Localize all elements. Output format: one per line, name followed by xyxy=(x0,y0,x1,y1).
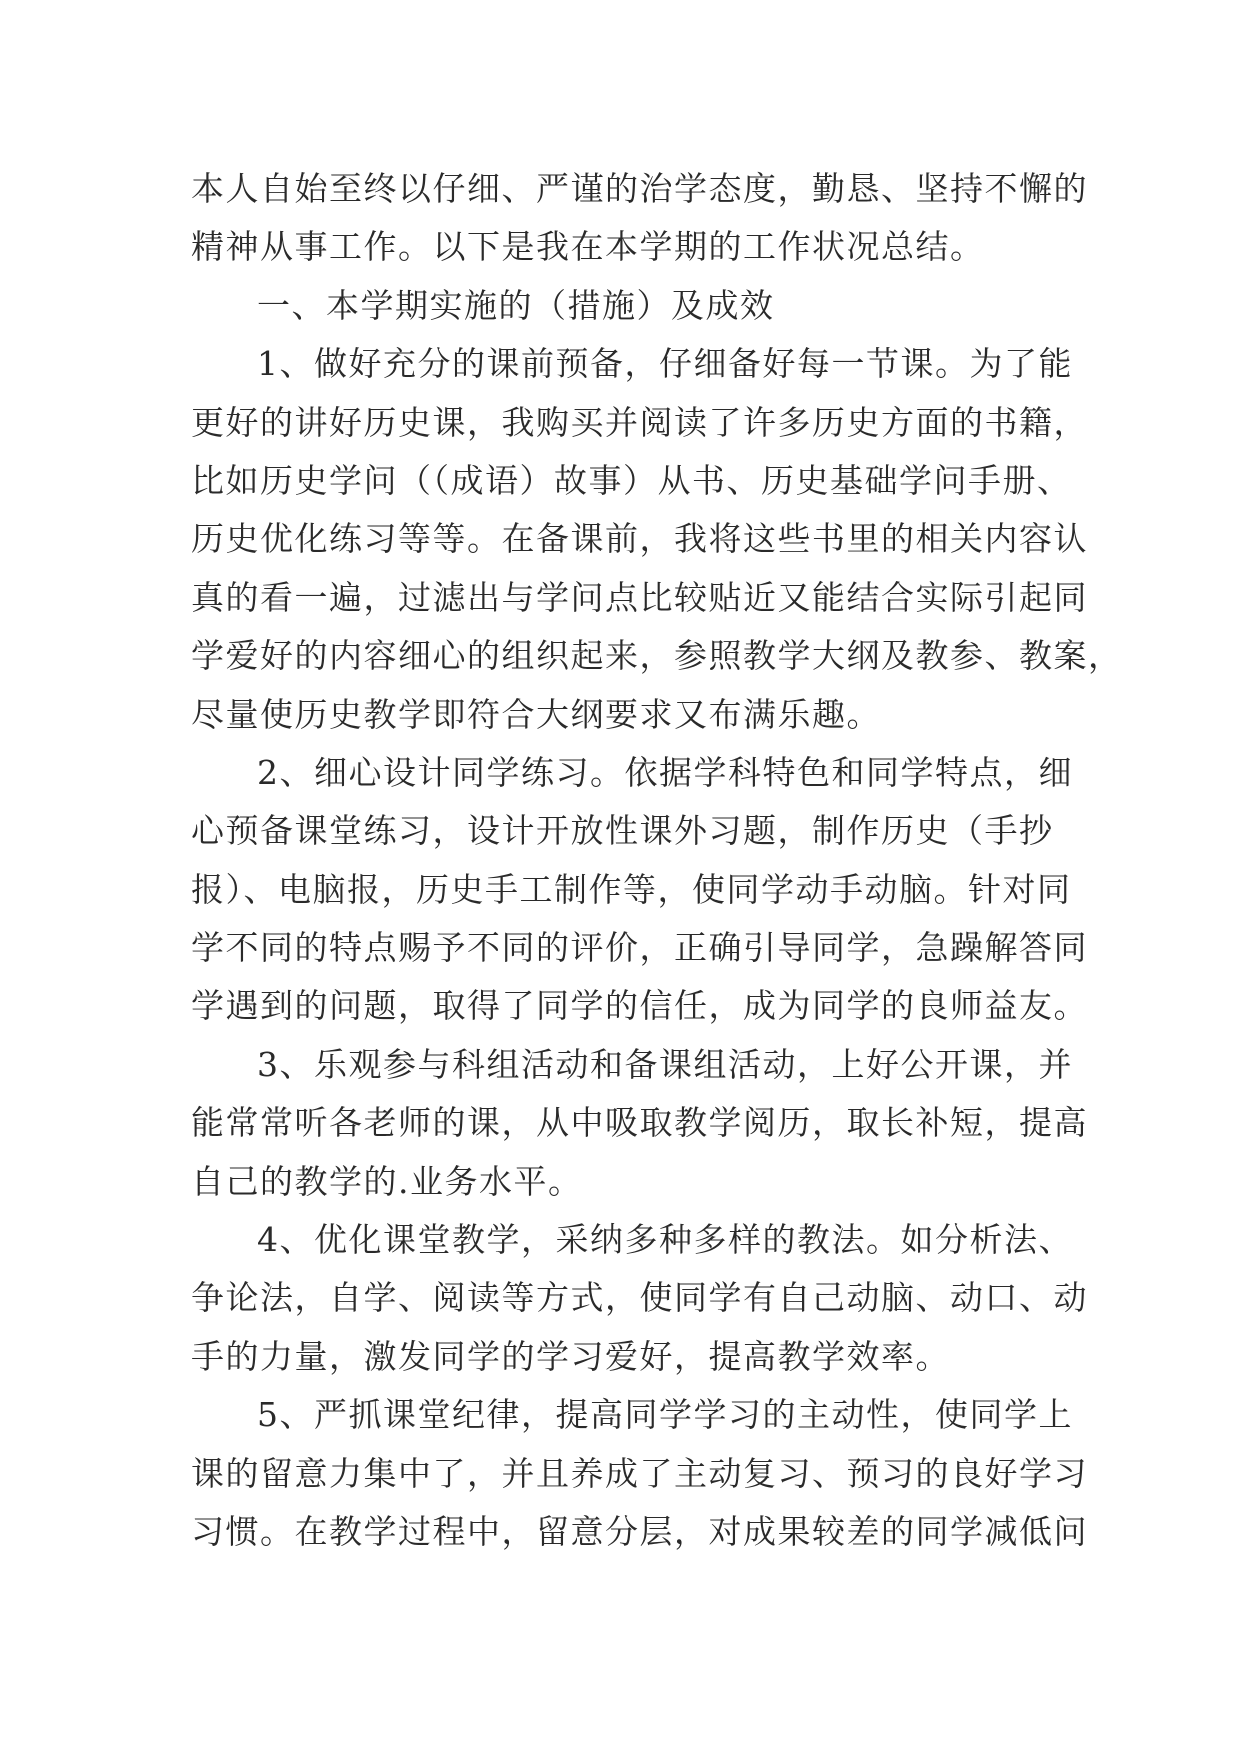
text-line: 真的看一遍，过滤出与学问点比较贴近又能结合实际引起同 xyxy=(191,577,1088,617)
text-line: 尽量使历史教学即符合大纲要求又布满乐趣。 xyxy=(191,694,881,734)
text-line: 本人自始至终以仔细、严谨的治学态度，勤恳、坚持不懈的 xyxy=(191,169,1088,208)
text-line: 心预备课堂练习，设计开放性课外习题，制作历史（手抄 xyxy=(191,811,1054,851)
text-line: 报）、电脑报，历史手工制作等，使同学动手动脑。针对同 xyxy=(191,869,1072,909)
paragraph-start: 4、优化课堂教学，采纳多种多样的教法。如分析法、 xyxy=(257,1220,1073,1260)
paragraph-start: 5、严抓课堂纪律，提高同学学习的主动性，使同学上 xyxy=(257,1395,1073,1435)
text-line: 争论法，自学、阅读等方式，使同学有自己动脑、动口、动 xyxy=(191,1278,1088,1318)
text-line: 课的留意力集中了，并且养成了主动复习、预习的良好学习 xyxy=(191,1453,1088,1493)
text-line: 学爱好的内容细心的组织起来，参照教学大纲及教参、教案， xyxy=(191,636,1123,676)
text-line: 习惯。在教学过程中，留意分层，对成果较差的同学减低问 xyxy=(191,1511,1088,1551)
text-line: 学不同的特点赐予不同的评价，正确引导同学，急躁解答同 xyxy=(191,928,1088,968)
text-line: 比如历史学问（（成语）故事）从书、历史基础学问手册、 xyxy=(191,460,1072,500)
paragraph-start: 2、细心设计同学练习。依据学科特色和同学特点，细 xyxy=(257,752,1073,792)
text-line: 精神从事工作。以下是我在本学期的工作状况总结。 xyxy=(191,227,985,267)
text-line: 学遇到的问题，取得了同学的信任，成为同学的良师益友。 xyxy=(191,986,1088,1026)
paragraph-start: 3、乐观参与科组活动和备课组活动，上好公开课，并 xyxy=(257,1044,1073,1084)
text-line: 能常常听各老师的课，从中吸取教学阅历，取长补短，提高 xyxy=(191,1103,1088,1143)
section-heading: 一、本学期实施的（措施）及成效 xyxy=(257,285,775,325)
text-line: 自己的教学的.业务水平。 xyxy=(191,1161,583,1201)
text-line: 手的力量，激发同学的学习爱好，提高教学效率。 xyxy=(191,1336,950,1376)
document-body xyxy=(191,160,1123,1561)
paragraph-start: 1、做好充分的课前预备，仔细备好每一节课。为了能 xyxy=(257,344,1073,384)
text-line: 历史优化练习等等。在备课前，我将这些书里的相关内容认 xyxy=(191,519,1088,559)
text-line: 更好的讲好历史课，我购买并阅读了许多历史方面的书籍， xyxy=(191,402,1088,442)
